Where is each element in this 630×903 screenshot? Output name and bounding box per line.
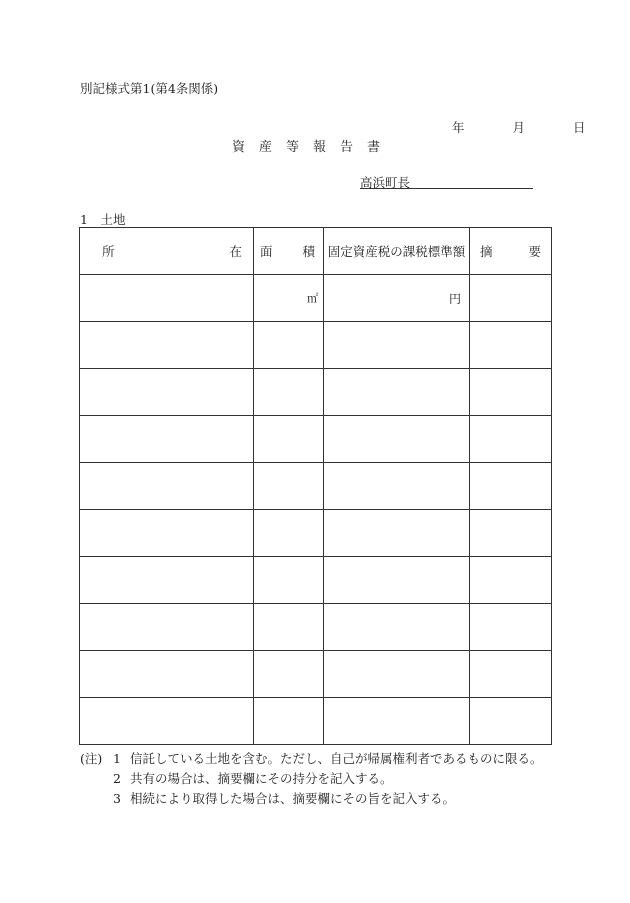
table-row bbox=[80, 322, 552, 369]
cell-tax-base[interactable] bbox=[324, 557, 470, 604]
cell-remarks[interactable] bbox=[470, 698, 552, 745]
cell-location[interactable] bbox=[80, 416, 254, 463]
cell-location[interactable] bbox=[80, 510, 254, 557]
date-day-label: 日 bbox=[573, 120, 586, 135]
header-location: 所 在 bbox=[80, 228, 254, 275]
cell-remarks[interactable] bbox=[470, 416, 552, 463]
cell-tax-base[interactable] bbox=[324, 369, 470, 416]
table-header-row bbox=[80, 228, 552, 275]
header-tax-base: 固定資産税の課税標準額 bbox=[324, 228, 470, 275]
cell-location[interactable] bbox=[80, 557, 254, 604]
cell-tax-base[interactable] bbox=[324, 510, 470, 557]
land-table bbox=[79, 227, 552, 745]
note-item: (注) 1 信託している土地を含む。ただし、自己が帰属権利者であるものに限る。 bbox=[80, 749, 543, 769]
header-area: 面 積 bbox=[254, 228, 324, 275]
section-title: 1 土地 bbox=[80, 212, 126, 227]
header-remarks: 摘 要 bbox=[470, 228, 552, 275]
date-line bbox=[452, 118, 586, 136]
form-number: 別記様式第1(第4条関係) bbox=[80, 81, 219, 96]
cell-tax-base[interactable] bbox=[324, 698, 470, 745]
cell-area[interactable]: ㎡ bbox=[254, 275, 324, 322]
cell-tax-base[interactable] bbox=[324, 651, 470, 698]
table-row bbox=[80, 463, 552, 510]
note-item: 2 共有の場合は、摘要欄にその持分を記入する。 bbox=[113, 771, 393, 786]
cell-remarks[interactable] bbox=[470, 369, 552, 416]
table-row bbox=[80, 698, 552, 745]
notes-lead: (注) bbox=[80, 751, 103, 766]
cell-tax-base[interactable] bbox=[324, 604, 470, 651]
cell-area[interactable] bbox=[254, 369, 324, 416]
cell-remarks[interactable] bbox=[470, 557, 552, 604]
date-year-label: 年 bbox=[452, 120, 465, 135]
cell-tax-base[interactable] bbox=[324, 416, 470, 463]
cell-area[interactable] bbox=[254, 322, 324, 369]
cell-location[interactable] bbox=[80, 651, 254, 698]
cell-tax-base[interactable] bbox=[324, 322, 470, 369]
cell-area[interactable] bbox=[254, 416, 324, 463]
table-row bbox=[80, 275, 552, 322]
cell-tax-base[interactable]: 円 bbox=[324, 275, 470, 322]
cell-area[interactable] bbox=[254, 698, 324, 745]
table-body bbox=[80, 275, 552, 745]
table-row bbox=[80, 651, 552, 698]
cell-location[interactable] bbox=[80, 698, 254, 745]
cell-location[interactable] bbox=[80, 604, 254, 651]
table-row bbox=[80, 369, 552, 416]
cell-remarks[interactable] bbox=[470, 463, 552, 510]
cell-area[interactable] bbox=[254, 510, 324, 557]
notes bbox=[80, 749, 543, 809]
cell-location[interactable] bbox=[80, 322, 254, 369]
cell-area[interactable] bbox=[254, 463, 324, 510]
date-month-label: 月 bbox=[512, 120, 526, 135]
document-title: 資産等報告書 bbox=[232, 140, 395, 155]
cell-area[interactable] bbox=[254, 557, 324, 604]
cell-location[interactable] bbox=[80, 369, 254, 416]
cell-remarks[interactable] bbox=[470, 322, 552, 369]
addressee-line: 高浜町長 bbox=[360, 173, 533, 189]
cell-area[interactable] bbox=[254, 651, 324, 698]
table-row bbox=[80, 416, 552, 463]
cell-area[interactable] bbox=[254, 604, 324, 651]
cell-remarks[interactable] bbox=[470, 651, 552, 698]
table-row bbox=[80, 604, 552, 651]
note-item: 3 相続により取得した場合は、摘要欄にその旨を記入する。 bbox=[113, 791, 456, 806]
cell-remarks[interactable] bbox=[470, 604, 552, 651]
table-row bbox=[80, 510, 552, 557]
cell-location[interactable] bbox=[80, 463, 254, 510]
cell-remarks[interactable] bbox=[470, 275, 552, 322]
cell-remarks[interactable] bbox=[470, 510, 552, 557]
cell-location[interactable] bbox=[80, 275, 254, 322]
table-row bbox=[80, 557, 552, 604]
cell-tax-base[interactable] bbox=[324, 463, 470, 510]
